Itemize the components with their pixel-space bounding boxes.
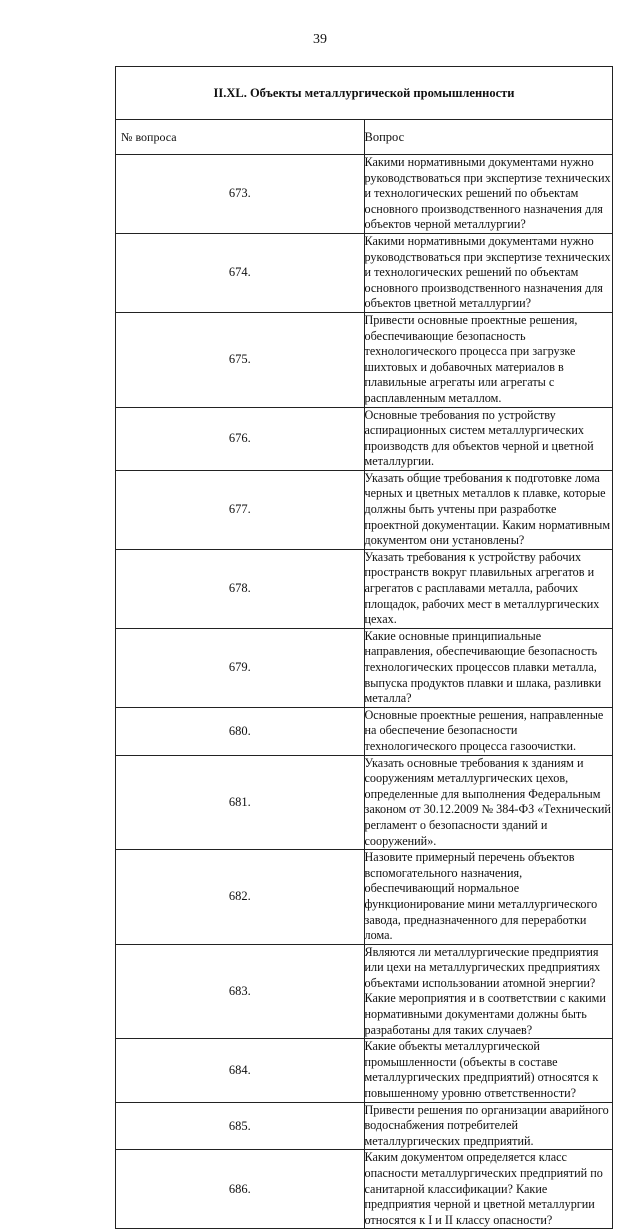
table-row (116, 707, 613, 755)
table-row (116, 1102, 613, 1150)
column-header-row (116, 120, 613, 155)
question-text: Привести основные проектные решения, обеспечивающие безопасность технологического процесса при загрузке шихтовых и добавочных материалов в плавильные агрегаты или агрегаты с расплавленным металлом. (364, 312, 613, 407)
table-row (116, 850, 613, 945)
section-header-row (116, 67, 613, 120)
question-number: 674. (116, 233, 365, 312)
question-text: Каким документом определяется класс опасности металлургических предприятий по санитарной классификации? Какие предприятия черной и цветной металлургии относятся к I и II классу опасности? (364, 1150, 613, 1229)
section-title: II.XL. Объекты металлургической промышленности (116, 67, 613, 120)
table-row (116, 470, 613, 549)
question-number: 677. (116, 470, 365, 549)
table-row (116, 755, 613, 850)
table-row (116, 155, 613, 234)
questions-table (115, 66, 613, 1229)
question-number: 686. (116, 1150, 365, 1229)
question-text: Какими нормативными документами нужно руководствоваться при экспертизе технических и технологических решений по объектам основного производственного назначения для объектов черной металлургии? (364, 155, 613, 234)
table-row (116, 1039, 613, 1102)
question-number: 682. (116, 850, 365, 945)
column-header-question: Вопрос (364, 120, 613, 155)
question-text: Основные требования по устройству аспирационных систем металлургических производств для объектов черной и цветной металлургии. (364, 407, 613, 470)
question-text: Назовите примерный перечень объектов вспомогательного назначения, обеспечивающий нормальное функционирование мини металлургического завода, предназначенного для переработки лома. (364, 850, 613, 945)
question-text: Указать общие требования к подготовке лома черных и цветных металлов к плавке, которые должны быть учтены при разработке проектной документации. Каким нормативным документом они установлены? (364, 470, 613, 549)
question-number: 681. (116, 755, 365, 850)
table-row (116, 549, 613, 628)
question-number: 684. (116, 1039, 365, 1102)
table-row (116, 628, 613, 707)
question-number: 678. (116, 549, 365, 628)
table-row (116, 312, 613, 407)
question-text: Какие объекты металлургической промышленности (объекты в составе металлургических предприятий) относятся к повышенному уровню ответственности? (364, 1039, 613, 1102)
question-text: Какими нормативными документами нужно руководствоваться при экспертизе технических и технологических решений по объектам основного производственного назначения для объектов цветной металлургии? (364, 233, 613, 312)
question-text: Какие основные принципиальные направления, обеспечивающие безопасность технологических процессов плавки металла, выпуска продуктов плавки и шлака, разливки металла? (364, 628, 613, 707)
question-text: Основные проектные решения, направленные на обеспечение безопасности технологического процесса газоочистки. (364, 707, 613, 755)
table-row (116, 407, 613, 470)
question-number: 673. (116, 155, 365, 234)
page-number: 39 (313, 32, 327, 47)
question-number: 676. (116, 407, 365, 470)
question-number: 685. (116, 1102, 365, 1150)
table-row (116, 233, 613, 312)
table-row (116, 944, 613, 1039)
question-number: 680. (116, 707, 365, 755)
table-row (116, 1150, 613, 1229)
question-number: 683. (116, 944, 365, 1039)
question-text: Являются ли металлургические предприятия или цехи на металлургических предприятиях объектами использовании атомной энергии? Какие мероприятия и в соответствии с какими нормативными документами должны быть разработаны для таких случаев? (364, 944, 613, 1039)
column-header-number: № вопроса (116, 120, 365, 155)
question-text: Указать основные требования к зданиям и сооружениям металлургических цехов, определенные для выполнения Федеральным законом от 30.12.2009 № 384-ФЗ «Технический регламент о безопасности зданий и сооружений». (364, 755, 613, 850)
question-text: Привести решения по организации аварийного водоснабжения потребителей металлургических предприятий. (364, 1102, 613, 1150)
question-number: 679. (116, 628, 365, 707)
question-text: Указать требования к устройству рабочих пространств вокруг плавильных агрегатов и агрегатов с расплавами металла, рабочих площадок, рабочих мест в металлургических цехах. (364, 549, 613, 628)
question-number: 675. (116, 312, 365, 407)
